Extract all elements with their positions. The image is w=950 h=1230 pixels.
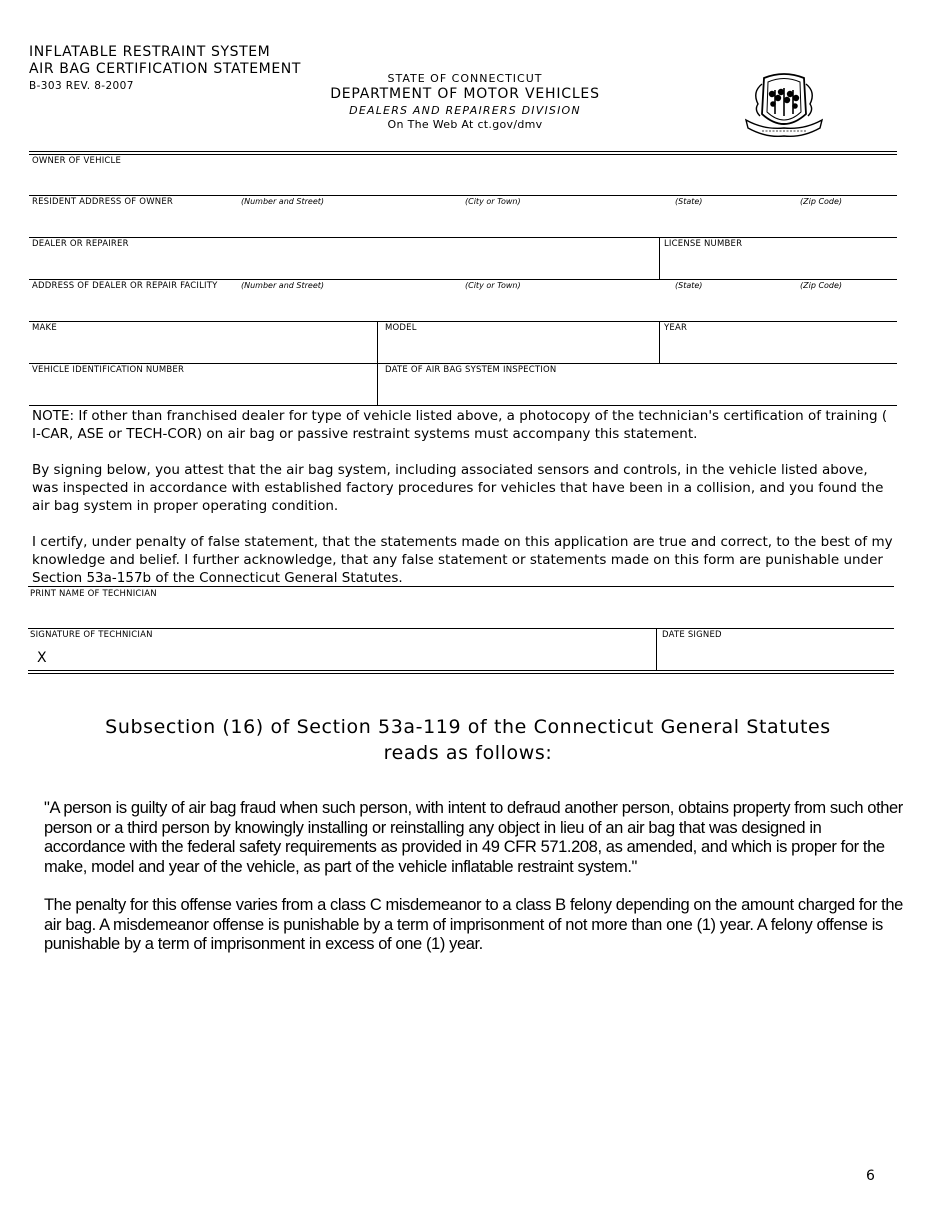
dealer-address-label: ADDRESS OF DEALER OR REPAIR FACILITY bbox=[32, 281, 218, 291]
certify-paragraph: I certify, under penalty of false statement, that the statements made on this application are true and correct, to the best of my knowledge and belief. I further acknowledge, that any false statement or statements made on this form are punishable under Section 53a-157b of the Connecticut General Statutes. bbox=[32, 534, 893, 586]
state-name: STATE OF CONNECTICUT bbox=[387, 72, 543, 85]
technician-section bbox=[28, 586, 894, 674]
dealer-city-hint: (City or Town) bbox=[465, 281, 521, 290]
signature-mark: X bbox=[37, 650, 47, 666]
website: On The Web At ct.gov/dmv bbox=[387, 118, 543, 131]
resident-street-hint: (Number and Street) bbox=[241, 197, 324, 206]
attest-paragraph: By signing below, you attest that the air bag system, including associated sensors and controls, in the vehicle listed above, was inspected in accordance with established factory procedures for vehicles that have been in a collision, and you found the air bag system in proper operating condition. bbox=[32, 462, 884, 514]
statute-quote: "A person is guilty of air bag fraud when such person, with intent to defraud another person, obtains property from such other person or a third person by knowingly installing or reinstalling any object in lieu of an air bag that was designed in accordance with the federal safety requirements as provided in 49 CFR 571.208, as amended, and which is proper for the make, model and year of the vehicle, as part of the vehicle inflatable restraint system." bbox=[44, 799, 903, 876]
statements bbox=[32, 407, 894, 587]
make-label: MAKE bbox=[32, 323, 57, 333]
penalty-paragraph: The penalty for this offense varies from a class C misdemeanor to a class B felony depending on the amount charged for the air bag. A misdemeanor offense is punishable by a term of imprisonment of not more than one (1) year. A felony offense is punishable by a term of imprisonment in excess of one (1) year. bbox=[44, 896, 903, 953]
form-number: B-303 REV. 8-2007 bbox=[29, 80, 134, 92]
model-label: MODEL bbox=[385, 323, 417, 333]
state-seal-icon bbox=[742, 70, 826, 142]
resident-state-hint: (State) bbox=[675, 197, 703, 206]
dealer-label: DEALER OR REPAIRER bbox=[32, 239, 129, 249]
vehicle-form-section bbox=[29, 151, 897, 407]
model-field[interactable] bbox=[379, 335, 657, 361]
print-name-field[interactable] bbox=[28, 600, 894, 626]
dealer-zip-hint: (Zip Code) bbox=[800, 281, 843, 290]
dealer-address-field[interactable] bbox=[29, 293, 897, 319]
print-name-label: PRINT NAME OF TECHNICIAN bbox=[30, 589, 157, 599]
resident-address-label: RESIDENT ADDRESS OF OWNER bbox=[32, 197, 174, 207]
page-number: 6 bbox=[866, 1168, 875, 1184]
vin-label: VEHICLE IDENTIFICATION NUMBER bbox=[32, 365, 185, 375]
form-title-line-2: AIR BAG CERTIFICATION STATEMENT bbox=[29, 61, 301, 77]
resident-address-field[interactable] bbox=[29, 209, 897, 235]
dealer-field[interactable] bbox=[29, 251, 657, 277]
owner-field[interactable] bbox=[29, 167, 897, 193]
date-signed-field[interactable] bbox=[658, 642, 894, 668]
year-label: YEAR bbox=[664, 323, 688, 333]
department-name: DEPARTMENT OF MOTOR VEHICLES bbox=[330, 86, 600, 102]
date-signed-label: DATE SIGNED bbox=[662, 630, 722, 640]
dealer-street-hint: (Number and Street) bbox=[241, 281, 324, 290]
division-name: DEALERS AND REPAIRERS DIVISION bbox=[349, 104, 581, 117]
statute-body bbox=[44, 799, 904, 955]
license-label: LICENSE NUMBER bbox=[664, 239, 743, 249]
vin-field[interactable] bbox=[29, 377, 375, 403]
resident-zip-hint: (Zip Code) bbox=[800, 197, 843, 206]
license-field[interactable] bbox=[661, 251, 897, 277]
statute-heading bbox=[30, 714, 906, 766]
make-field[interactable] bbox=[29, 335, 375, 361]
resident-city-hint: (City or Town) bbox=[465, 197, 521, 206]
inspection-date-field[interactable] bbox=[379, 377, 897, 403]
owner-label: OWNER OF VEHICLE bbox=[32, 156, 122, 166]
signature-field[interactable] bbox=[50, 642, 654, 668]
statute-heading-line-2: reads as follows: bbox=[383, 742, 553, 764]
agency-block bbox=[315, 72, 615, 132]
statute-heading-line-1: Subsection (16) of Section 53a-119 of the Connecticut General Statutes bbox=[105, 716, 831, 738]
note-paragraph: NOTE: If other than franchised dealer for type of vehicle listed above, a photocopy of the technician's certification of training ( I-CAR, ASE or TECH-COR) on air bag or passive restraint systems must accompany this statement. bbox=[32, 408, 888, 442]
year-field[interactable] bbox=[661, 335, 897, 361]
form-title-line-1: INFLATABLE RESTRAINT SYSTEM bbox=[29, 44, 271, 60]
signature-label: SIGNATURE OF TECHNICIAN bbox=[30, 630, 153, 640]
form-title bbox=[29, 44, 301, 78]
inspection-date-label: DATE OF AIR BAG SYSTEM INSPECTION bbox=[385, 365, 557, 375]
dealer-state-hint: (State) bbox=[675, 281, 703, 290]
